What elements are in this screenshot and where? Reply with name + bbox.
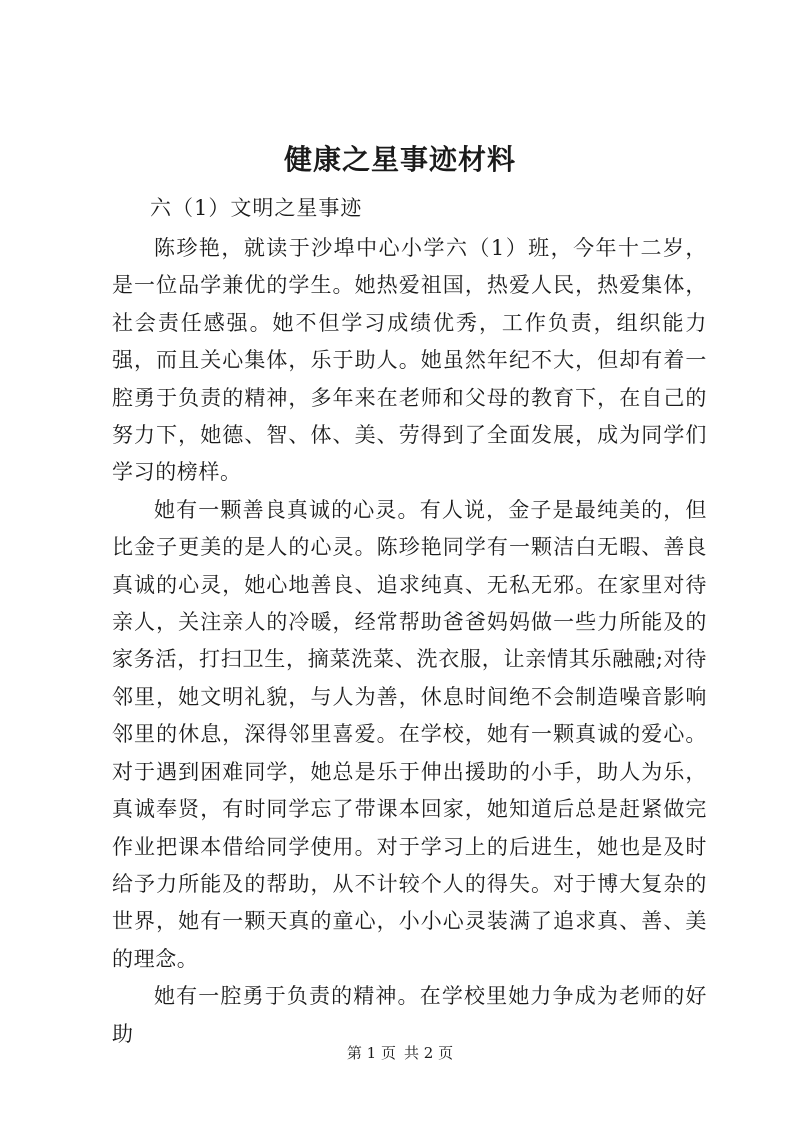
paragraph: 她有一颗善良真诚的心灵。有人说，金子是最纯美的，但比金子更美的是人的心灵。陈珍艳同学有一颗洁白无暇、善良真诚的心灵，她心地善良、追求纯真、无私无邪。在家里对待亲人，关注亲人的冷暖，经常帮助爸爸妈妈做一些力所能及的家务活，打扫卫生，摘菜洗菜、洗衣服，让亲情其乐融融;对待邻里，她文明礼貌，与人为善，休息时间绝不会制造噪音影响邻里的休息，深得邻里喜爱。在学校，她有一颗真诚的爱心。对于遇到困难同学，她总是乐于伸出援助的小手，助人为乐，真诚奉贤，有时同学忘了带课本回家，她知道后总是赶紧做完作业把课本借给同学使用。对于学习上的后进生，她也是及时给予力所能及的帮助，从不计较个人的得失。对于博大复杂的世界，她有一颗天真的童心，小小心灵装满了追求真、善、美的理念。	[112, 497, 707, 971]
page-footer	[0, 1043, 800, 1063]
paragraph: 她有一腔勇于负责的精神。在学校里她力争成为老师的好助	[112, 984, 707, 1046]
paragraph: 陈珍艳，就读于沙埠中心小学六（1）班，今年十二岁，是一位品学兼优的学生。她热爱祖国，热爱人民，热爱集体，社会责任感强。她不但学习成绩优秀，工作负责，组织能力强，而且关心集体，乐于助人。她虽然年纪不大，但却有着一腔勇于负责的精神，多年来在老师和父母的教育下，在自己的努力下，她德、智、体、美、劳得到了全面发展，成为同学们学习的榜样。	[112, 236, 707, 485]
page-total: 共 2 页	[404, 1044, 454, 1062]
document-subtitle: 六（1）文明之星事迹	[150, 196, 363, 220]
document-body	[112, 230, 707, 1053]
page-number: 第 1 页	[346, 1044, 396, 1062]
document-title: 健康之星事迹材料	[283, 143, 516, 176]
